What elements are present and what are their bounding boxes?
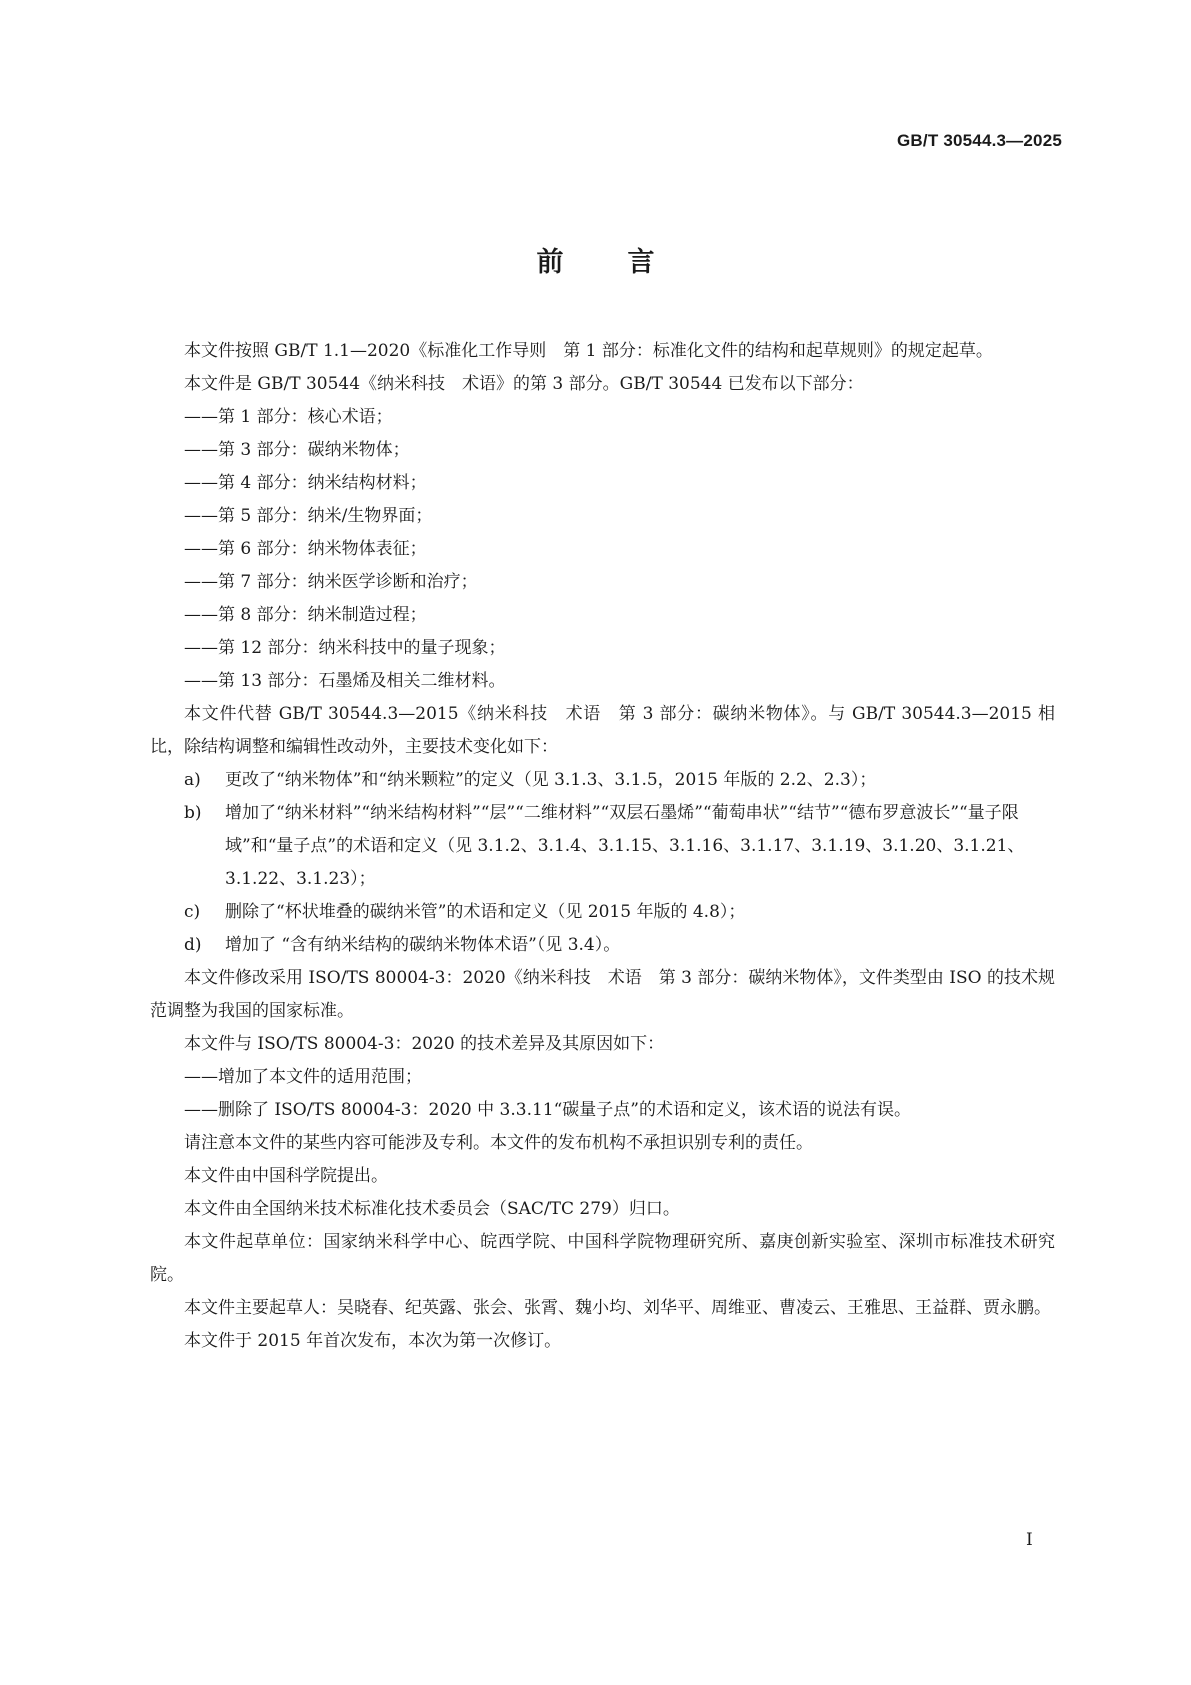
list-item-part: ——第 7 部分：纳米医学诊断和治疗；	[184, 572, 478, 592]
paragraph-history: 本文件于 2015 年首次发布，本次为第一次修订。	[184, 1331, 562, 1351]
change-label: c)	[184, 902, 201, 922]
list-item-part: ——第 4 部分：纳米结构材料；	[184, 473, 427, 493]
change-label: a)	[184, 770, 201, 790]
paragraph-drafting-rules: 本文件按照 GB/T 1.1—2020《标准化工作导则 第 1 部分：标准化文件的结构和起草规则》的规定起草。	[184, 341, 993, 361]
paragraph-committee: 本文件由全国纳米技术标准化技术委员会（SAC/TC 279）归口。	[184, 1199, 680, 1219]
paragraph-patent-notice: 请注意本文件的某些内容可能涉及专利。本文件的发布机构不承担识别专利的责任。	[184, 1133, 813, 1153]
list-item-part: ——第 6 部分：纳米物体表征；	[184, 539, 427, 559]
list-item-change	[150, 797, 1055, 896]
title-char-2: 言	[627, 247, 655, 278]
page-number: I	[1026, 1530, 1033, 1550]
list-item-part: ——第 13 部分：石墨烯及相关二维材料。	[184, 671, 506, 691]
list-item-difference: ——增加了本文件的适用范围；	[184, 1067, 422, 1087]
paragraph-drafters: 本文件主要起草人：吴晓春、纪英露、张会、张霄、魏小均、刘华平、周维亚、曹凌云、王雅思、王益群、贾永鹏。	[184, 1298, 1051, 1318]
list-item-part: ——第 12 部分：纳米科技中的量子现象；	[184, 638, 506, 658]
foreword-body	[150, 335, 1055, 1358]
page-title	[0, 240, 1191, 279]
change-label: b)	[184, 803, 202, 823]
list-item-part: ——第 3 部分：碳纳米物体；	[184, 440, 410, 460]
standard-number: GB/T 30544.3—2025	[897, 131, 1062, 150]
paragraph-proposer: 本文件由中国科学院提出。	[184, 1166, 388, 1186]
change-label: d)	[184, 935, 202, 955]
title-char-1: 前	[536, 247, 564, 278]
list-item-change	[150, 764, 1055, 797]
change-text: 更改了“纳米物体”和“纳米颗粒”的定义（见 3.1.3、3.1.5，2015 年版的 2.2、2.3）；	[225, 770, 877, 790]
paragraph-adoption: 本文件修改采用 ISO/TS 80004-3：2020《纳米科技 术语 第 3 部分：碳纳米物体》，文件类型由 ISO 的技术规范调整为我国的国家标准。	[150, 968, 1055, 1021]
list-item-difference: ——删除了 ISO/TS 80004-3：2020 中 3.3.11“碳量子点”的术语和定义，该术语的说法有误。	[184, 1100, 911, 1120]
change-text: 增加了 “含有纳米结构的碳纳米物体术语”（见 3.4）。	[225, 935, 621, 955]
list-item-part: ——第 1 部分：核心术语；	[184, 407, 393, 427]
paragraph-differences-intro: 本文件与 ISO/TS 80004-3：2020 的技术差异及其原因如下：	[184, 1034, 665, 1054]
list-item-part: ——第 8 部分：纳米制造过程；	[184, 605, 427, 625]
paragraph-replaces: 本文件代替 GB/T 30544.3—2015《纳米科技 术语 第 3 部分：碳纳米物体》。与 GB/T 30544.3—2015 相比，除结构调整和编辑性改动外，主要技术变化如下：	[150, 704, 1055, 757]
list-item-change	[150, 896, 1055, 929]
list-item-part: ——第 5 部分：纳米/生物界面；	[184, 506, 433, 526]
list-item-change	[150, 929, 1055, 962]
change-text: 增加了“纳米材料”“纳米结构材料”“层”“二维材料”“双层石墨烯”“葡萄串状”“结节”“德布罗意波长”“量子限域”和“量子点”的术语和定义（见 3.1.2、3.1.4、3.1.15、3.1.16、3.1.17、3.1.19、3.1.20、3.1.21、3.1.22、3.1.23）；	[225, 803, 1025, 889]
paragraph-drafting-units: 本文件起草单位：国家纳米科学中心、皖西学院、中国科学院物理研究所、嘉庚创新实验室、深圳市标准技术研究院。	[150, 1232, 1055, 1285]
change-text: 删除了“杯状堆叠的碳纳米管”的术语和定义（见 2015 年版的 4.8）；	[225, 902, 746, 922]
paragraph-series-intro: 本文件是 GB/T 30544《纳米科技 术语》的第 3 部分。GB/T 30544 已发布以下部分：	[184, 374, 864, 394]
